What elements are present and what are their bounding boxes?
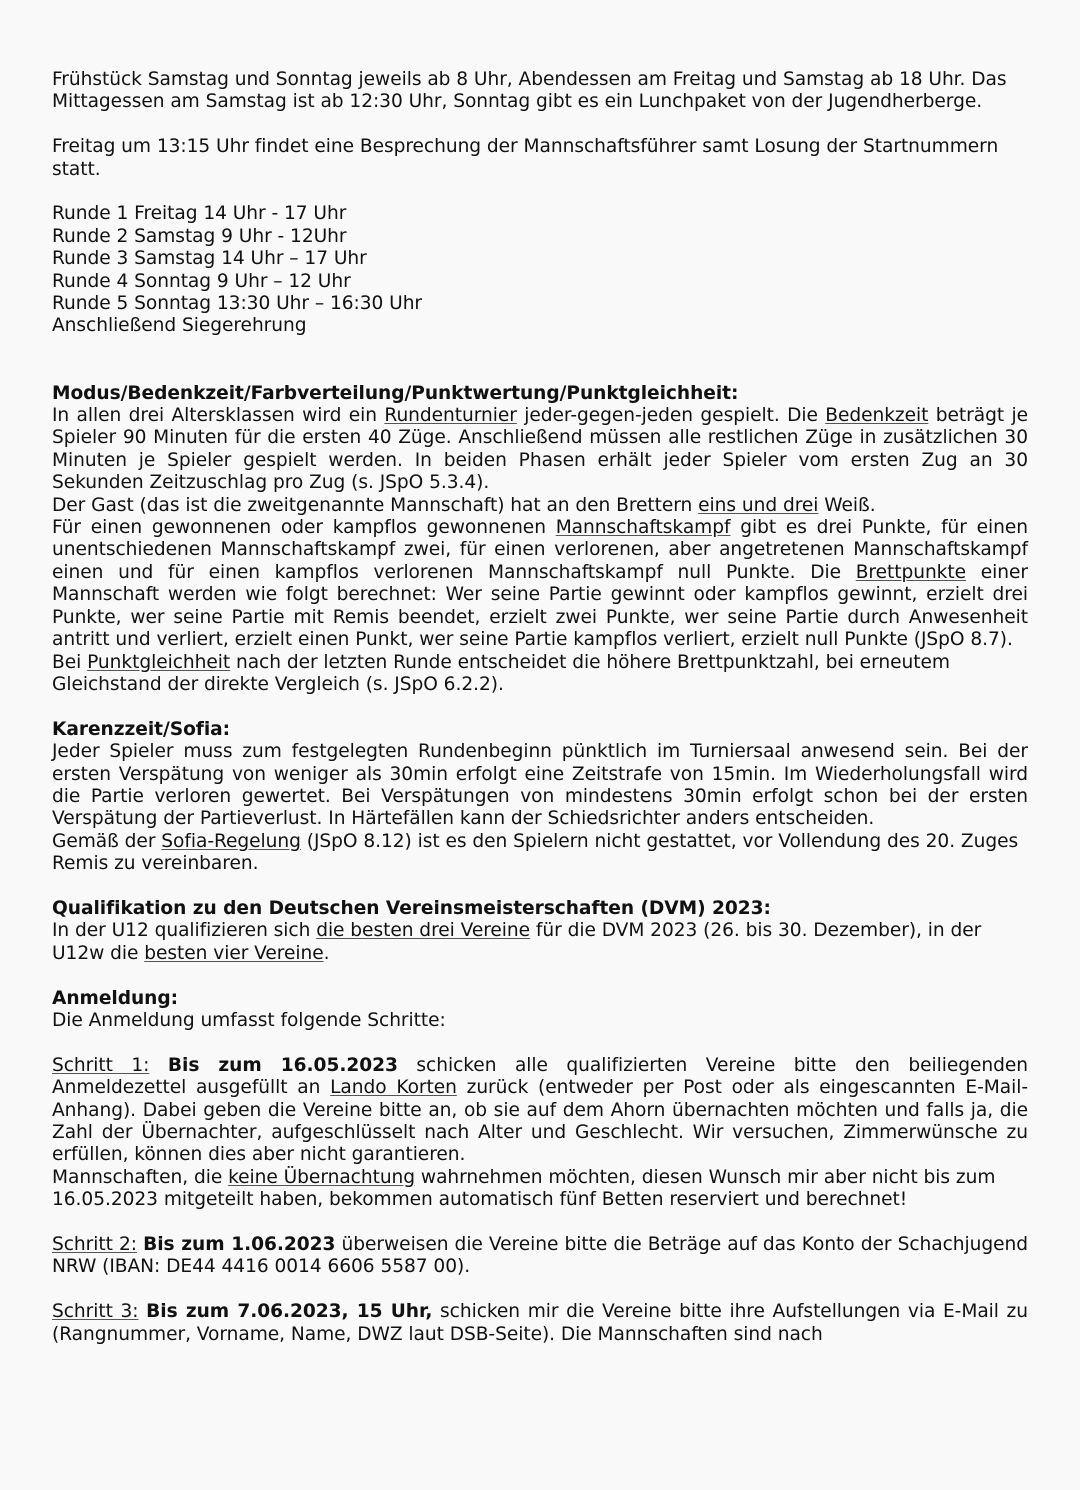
text: für die DVM 2023 (26. bis 30. Dezember), in der U12w die: [52, 920, 982, 964]
text: wahrnehmen möchten, diesen Wunsch mir aber nicht bis zum 16.05.2023 mitgeteilt haben, bekommen automatisch fünf Betten reserviert und berechnet!: [52, 1166, 996, 1211]
link-sofia-regelung[interactable]: Sofia-Regelung: [161, 830, 301, 852]
link-lando-korten[interactable]: Lando Korten: [330, 1077, 457, 1099]
spacer: [52, 876, 1028, 898]
link-besten-vier-vereine[interactable]: besten vier Vereine: [144, 942, 324, 964]
link-rundenturnier[interactable]: Rundenturnier: [384, 405, 517, 427]
link-besten-drei-vereine[interactable]: die besten drei Vereine: [316, 920, 531, 942]
text: zurück (entweder per Post oder als eingescannten E-Mail-Anhang). Dabei geben die Vereine bitte an, ob sie auf dem Ahorn übernachten möchten und falls ja, die Zahl der Übernachter, aufgeschlüsselt nach Alter und Geschlecht. Wir versuchen, Zimmerwünsche zu erfüllen, können dies aber nicht garantieren.: [52, 1077, 1028, 1166]
modus-paragraph-4: [52, 652, 1028, 697]
step-1-deadline: Bis zum 16.05.2023: [167, 1054, 398, 1076]
spacer: [52, 1279, 1028, 1301]
step-3-label[interactable]: Schritt 3:: [52, 1301, 139, 1323]
text: überweisen die Vereine bitte die Beträge auf das Konto der Schachjugend NRW (IBAN: DE44 4416 0014 6606 5587 00).: [52, 1234, 1028, 1278]
section-heading-qualifikation: Qualifikation zu den Deutschen Vereinsmeisterschaften (DVM) 2023:: [52, 897, 771, 919]
text: nach der letzten Runde entscheidet die höhere Brettpunktzahl, bei erneutem Gleichstand der direkte Vergleich (s. JSpO 6.2.2).: [52, 651, 950, 695]
text: gibt es drei Punkte, für einen unentschiedenen Mannschaftskampf zwei, für einen verlorenen, aber angetretenen Mannschaftskampf einen und für einen kampflos verlorenen Mannschaftskampf null Punkte. Die: [52, 517, 1029, 583]
link-keine-uebernachtung[interactable]: keine Übernachtung: [228, 1166, 416, 1188]
step-2-deadline: Bis zum 1.06.2023: [143, 1234, 336, 1255]
step-3-paragraph: [52, 1301, 1028, 1346]
karenz-paragraph-1: Jeder Spieler muss zum festgelegten Rundenbeginn pünktlich im Turniersaal anwesend sein. Bei der ersten Verspätung von weniger als 30min erfolgt eine Zeitstrafe von 15min. Im Wiederholungsfall wird die Partie verloren gewertet. Bei Verspätungen von mindestens 30min erfolgt schon bei der ersten Verspätung der Partieverlust. In Härtefällen kann der Schiedsrichter anders entscheiden.: [52, 741, 1028, 830]
meals-paragraph: Frühstück Samstag und Sonntag jeweils ab 8 Uhr, Abendessen am Freitag und Samstag ab 18 Uhr. Das Mittagessen am Samstag ist ab 12:30 Uhr, Sonntag gibt es ein Lunchpaket von der Jugendherberge.: [52, 69, 1007, 113]
karenz-paragraph-2: [52, 831, 1028, 876]
step-1-paragraph: [52, 1055, 1028, 1167]
step-1-label[interactable]: Schritt 1:: [52, 1054, 150, 1076]
modus-paragraph-1: [52, 405, 1028, 495]
text: schicken alle qualifizierten Vereine bitte den beiliegenden Anmeldezettel ausgefüllt an: [52, 1054, 1028, 1099]
step-2-paragraph: [52, 1234, 1028, 1279]
spacer: [52, 1032, 1028, 1054]
round-schedule: [52, 203, 1028, 337]
anmeldung-intro: Die Anmeldung umfasst folgende Schritte:: [52, 1009, 446, 1031]
link-bedenkzeit[interactable]: Bedenkzeit: [825, 405, 929, 427]
link-brettpunkte[interactable]: Brettpunkte: [855, 561, 967, 583]
link-mannschaftskampf[interactable]: Mannschaftskampf: [555, 517, 731, 539]
step-2-label[interactable]: Schritt 2:: [52, 1234, 137, 1255]
text: Weiß.: [818, 494, 876, 516]
text: schicken mir die Vereine bitte ihre Aufstellungen via E-Mail zu (Rangnummer, Vorname, Name, DWZ laut DSB-Seite). Die Mannschaften sind nach: [52, 1301, 1028, 1345]
text: (JSpO 8.12) ist es den Spielern nicht gestattet, vor Vollendung des 20. Zuges Remis zu vereinbaren.: [52, 830, 1019, 875]
text: In allen drei Altersklassen wird ein: [52, 405, 385, 427]
text: Der Gast (das ist die zweitgenannte Mannschaft) hat an den Brettern: [52, 494, 699, 516]
text: Mannschaften, die: [52, 1166, 229, 1188]
section-heading-anmeldung: Anmeldung:: [52, 987, 179, 1009]
spacer: [52, 696, 1028, 718]
spacer: [52, 965, 1028, 987]
link-punktgleichheit[interactable]: Punktgleichheit: [87, 651, 231, 673]
text: beträgt je Spieler 90 Minuten für die ersten 40 Züge. Anschließend müssen alle restlichen Züge in zusätzlichen 30 Minuten je Spieler gespielt werden. In beiden Phasen erhält jeder Spieler vom ersten Zug an 30 Sekunden Zeitzuschlag pro Zug (s. JSpO 5.3.4).: [52, 405, 1028, 494]
modus-paragraph-2: [52, 495, 1028, 517]
meeting-paragraph: Freitag um 13:15 Uhr findet eine Besprechung der Mannschaftsführer samt Losung der Startnummern statt.: [52, 136, 999, 180]
text: Für einen gewonnenen oder kampflos gewonnenen: [52, 517, 556, 539]
text: einer Mannschaft werden wie folgt berechnet: Wer seine Partie gewinnt oder kampflos gewinnt, erzielt drei Punkte, wer seine Partie mit Remis beendet, erzielt zwei Punkte, wer seine Partie durch Anwesenheit antritt und verliert, erzielt einen Punkt, wer seine Partie kampflos verliert, erzielt null Punkte (JSpO 8.7).: [52, 561, 1028, 651]
round-5: Runde 5 Sonntag 13:30 Uhr – 16:30 Uhr: [52, 293, 423, 315]
text: In der U12 qualifizieren sich: [52, 920, 317, 942]
qualifikation-paragraph: [52, 920, 1028, 965]
round-4: Runde 4 Sonntag 9 Uhr – 12 Uhr: [52, 270, 351, 292]
spacer: [52, 338, 1028, 383]
text: .: [323, 942, 330, 964]
document-body: [52, 69, 1028, 1346]
text: Gemäß der: [52, 830, 162, 852]
spacer: [52, 114, 1028, 136]
step-1-note: [52, 1167, 1028, 1212]
section-heading-modus: Modus/Bedenkzeit/Farbverteilung/Punktwertung/Punktgleichheit:: [52, 382, 739, 404]
round-1: Runde 1 Freitag 14 Uhr - 17 Uhr: [52, 203, 347, 225]
step-3-deadline: Bis zum 7.06.2023, 15 Uhr,: [146, 1301, 433, 1323]
link-eins-und-drei[interactable]: eins und drei: [698, 494, 819, 516]
round-2: Runde 2 Samstag 9 Uhr - 12Uhr: [52, 225, 347, 247]
text: Bei: [52, 651, 88, 673]
award-ceremony: Anschließend Siegerehrung: [52, 315, 307, 337]
section-heading-karenzzeit: Karenzzeit/Sofia:: [52, 718, 231, 740]
spacer: [52, 181, 1028, 203]
round-3: Runde 3 Samstag 14 Uhr – 17 Uhr: [52, 248, 367, 270]
spacer: [52, 1212, 1028, 1234]
text: jeder-gegen-jeden gespielt. Die: [516, 405, 826, 427]
modus-paragraph-3: [52, 517, 1028, 651]
